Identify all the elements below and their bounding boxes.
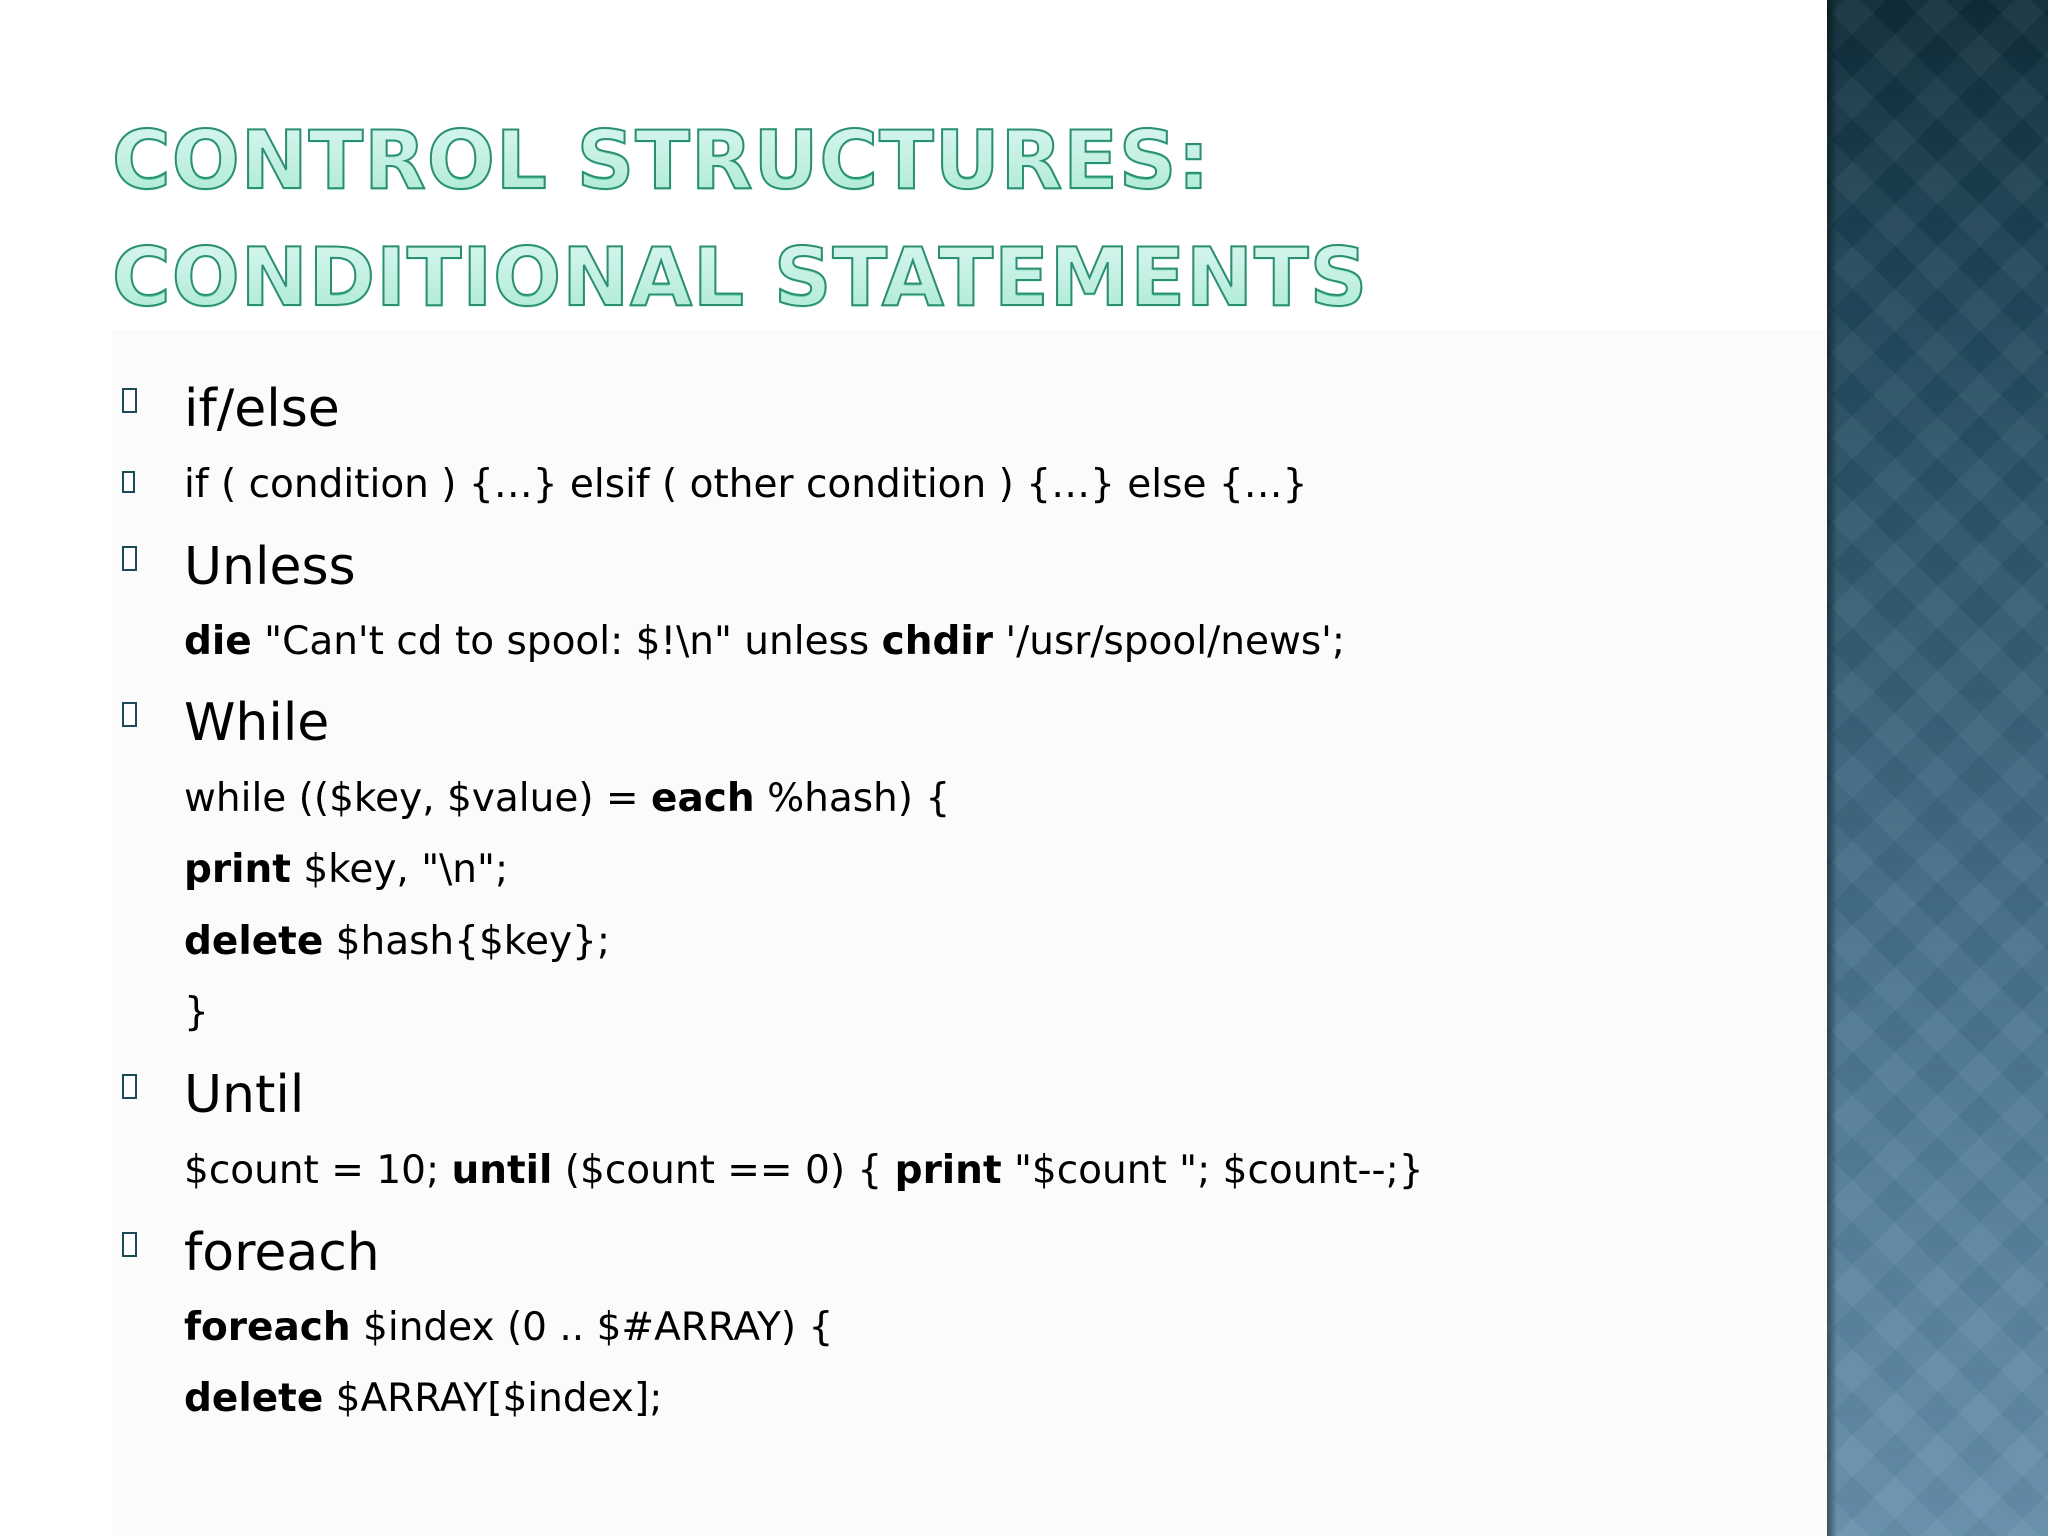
code-token: $hash{$key}; [323, 919, 610, 964]
code-token: %hash) { [754, 776, 951, 821]
slide-title-line-2: CONDITIONAL STATEMENTS [112, 219, 1368, 336]
code-keyword-delete: delete [184, 1376, 324, 1421]
code-line-until [184, 1147, 1424, 1195]
code-keyword-die: die [184, 619, 252, 664]
code-token: } [184, 990, 209, 1035]
code-line-while-3 [184, 918, 610, 966]
code-token: "Can't cd to spool: $!\n" unless [251, 619, 882, 664]
code-token: ($count == 0) { [552, 1148, 895, 1193]
decorative-sidebar [1827, 0, 2048, 1536]
code-line-while-4 [184, 989, 209, 1037]
bullet-square-icon [122, 1232, 137, 1257]
bullet-square-icon [122, 546, 137, 571]
code-line-while-2 [184, 846, 508, 894]
slide-title-line-1: CONTROL STRUCTURES: [112, 102, 1368, 219]
code-token: "$count "; $count--;} [1001, 1148, 1424, 1193]
section-heading-foreach: foreach [184, 1223, 380, 1283]
code-line-foreach-1 [184, 1304, 833, 1352]
code-keyword-delete: delete [184, 919, 324, 964]
code-line-foreach-2 [184, 1375, 662, 1423]
code-token: '/usr/spool/news'; [993, 619, 1346, 664]
code-token: $index (0 .. $#ARRAY) { [350, 1305, 834, 1350]
code-token: $count = 10; [184, 1148, 452, 1193]
bullet-square-icon [122, 702, 137, 727]
section-heading-while: While [184, 693, 330, 753]
section-heading-unless: Unless [184, 537, 356, 597]
code-token: $key, "\n"; [290, 847, 509, 892]
bullet-square-icon [122, 471, 135, 493]
code-line-unless [184, 618, 1345, 666]
bullet-square-icon [122, 1074, 137, 1099]
code-keyword-print: print [184, 847, 291, 892]
code-line-if-else [184, 461, 1307, 509]
code-token: if ( condition ) {…} elsif ( other condition ) {…} else {…} [184, 462, 1308, 507]
code-keyword-chdir: chdir [881, 619, 994, 664]
code-token: while (($key, $value) = [184, 776, 652, 821]
code-keyword-foreach: foreach [184, 1305, 351, 1350]
code-keyword-each: each [651, 776, 755, 821]
section-heading-if-else: if/else [184, 379, 340, 439]
slide-title [112, 102, 1368, 336]
code-line-while-1 [184, 775, 950, 823]
code-token: $ARRAY[$index]; [323, 1376, 663, 1421]
section-heading-until: Until [184, 1065, 305, 1125]
code-keyword-until: until [451, 1148, 553, 1193]
code-keyword-print: print [894, 1148, 1002, 1193]
bullet-square-icon [122, 388, 137, 413]
